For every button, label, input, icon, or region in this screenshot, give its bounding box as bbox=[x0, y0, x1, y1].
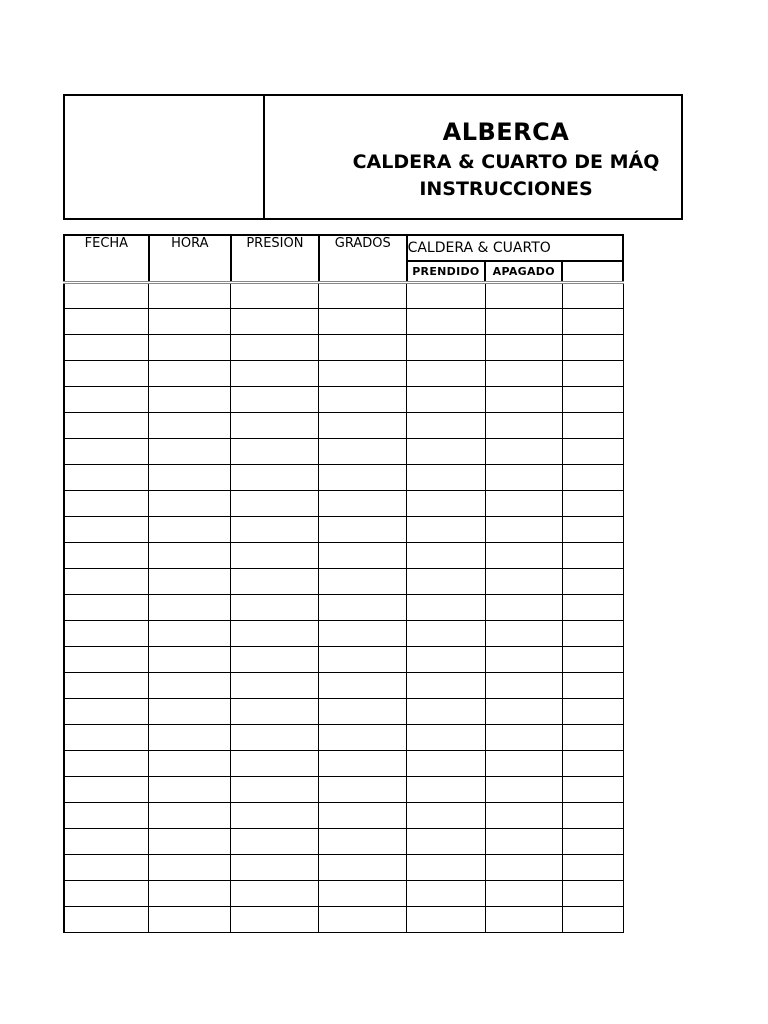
table-cell[interactable] bbox=[407, 542, 486, 568]
table-cell[interactable] bbox=[319, 672, 407, 698]
table-cell[interactable] bbox=[562, 646, 623, 672]
table-cell[interactable] bbox=[407, 750, 486, 776]
table-cell[interactable] bbox=[485, 802, 562, 828]
table-row bbox=[64, 828, 623, 854]
table-row bbox=[64, 854, 623, 880]
table-cell[interactable] bbox=[485, 334, 562, 360]
table-cell[interactable] bbox=[149, 334, 231, 360]
table-cell[interactable] bbox=[231, 412, 319, 438]
table-cell[interactable] bbox=[64, 724, 149, 750]
table-cell[interactable] bbox=[64, 412, 149, 438]
table-row bbox=[64, 698, 623, 724]
table-cell[interactable] bbox=[485, 854, 562, 880]
table-cell[interactable] bbox=[485, 464, 562, 490]
table-cell[interactable] bbox=[149, 802, 231, 828]
table-cell[interactable] bbox=[485, 360, 562, 386]
table-cell[interactable] bbox=[407, 334, 486, 360]
table-cell[interactable] bbox=[231, 490, 319, 516]
table-cell[interactable] bbox=[231, 360, 319, 386]
table-cell[interactable] bbox=[407, 568, 486, 594]
table-cell[interactable] bbox=[562, 906, 623, 932]
table-cell[interactable] bbox=[231, 646, 319, 672]
table-cell[interactable] bbox=[485, 698, 562, 724]
table-cell[interactable] bbox=[562, 880, 623, 906]
table-cell[interactable] bbox=[485, 490, 562, 516]
table-cell[interactable] bbox=[562, 308, 623, 334]
table-cell[interactable] bbox=[407, 698, 486, 724]
table-cell[interactable] bbox=[562, 724, 623, 750]
table-cell[interactable] bbox=[562, 516, 623, 542]
table-cell[interactable] bbox=[319, 360, 407, 386]
table-row bbox=[64, 490, 623, 516]
table-cell[interactable] bbox=[149, 282, 231, 308]
table-cell[interactable] bbox=[231, 698, 319, 724]
table-row bbox=[64, 750, 623, 776]
table-cell[interactable] bbox=[64, 854, 149, 880]
table-cell[interactable] bbox=[485, 620, 562, 646]
table-cell[interactable] bbox=[149, 438, 231, 464]
table-cell[interactable] bbox=[407, 724, 486, 750]
table-cell[interactable] bbox=[562, 828, 623, 854]
table-cell[interactable] bbox=[149, 672, 231, 698]
table-cell[interactable] bbox=[319, 724, 407, 750]
table-cell[interactable] bbox=[562, 802, 623, 828]
table-cell[interactable] bbox=[319, 412, 407, 438]
table-cell[interactable] bbox=[231, 750, 319, 776]
table-row bbox=[64, 802, 623, 828]
table-cell[interactable] bbox=[149, 568, 231, 594]
table-cell[interactable] bbox=[407, 620, 486, 646]
col-header-fecha: FECHA bbox=[64, 235, 149, 282]
table-cell[interactable] bbox=[149, 698, 231, 724]
table-row bbox=[64, 776, 623, 802]
form-header bbox=[63, 94, 683, 220]
table-cell[interactable] bbox=[149, 386, 231, 412]
table-cell[interactable] bbox=[64, 906, 149, 932]
table-cell[interactable] bbox=[149, 412, 231, 438]
table-cell[interactable] bbox=[64, 776, 149, 802]
table-cell[interactable] bbox=[485, 308, 562, 334]
table-cell[interactable] bbox=[562, 360, 623, 386]
table-row bbox=[64, 438, 623, 464]
table-cell[interactable] bbox=[485, 282, 562, 308]
form-instructions: INSTRUCCIONES bbox=[419, 178, 593, 200]
table-cell[interactable] bbox=[319, 750, 407, 776]
table-cell[interactable] bbox=[149, 594, 231, 620]
table-cell[interactable] bbox=[319, 464, 407, 490]
table-cell[interactable] bbox=[407, 646, 486, 672]
table-cell[interactable] bbox=[319, 516, 407, 542]
table-cell[interactable] bbox=[64, 828, 149, 854]
table-cell[interactable] bbox=[231, 594, 319, 620]
table-cell[interactable] bbox=[485, 568, 562, 594]
table-cell[interactable] bbox=[319, 568, 407, 594]
table-cell[interactable] bbox=[149, 516, 231, 542]
table-cell[interactable] bbox=[231, 802, 319, 828]
table-cell[interactable] bbox=[149, 828, 231, 854]
table-cell[interactable] bbox=[562, 698, 623, 724]
log-table bbox=[63, 234, 624, 933]
table-cell[interactable] bbox=[64, 620, 149, 646]
table-cell[interactable] bbox=[64, 880, 149, 906]
table-cell[interactable] bbox=[407, 360, 486, 386]
table-cell[interactable] bbox=[485, 828, 562, 854]
table-cell[interactable] bbox=[231, 438, 319, 464]
table-cell[interactable] bbox=[319, 490, 407, 516]
table-cell[interactable] bbox=[319, 282, 407, 308]
table-cell[interactable] bbox=[485, 386, 562, 412]
table-cell[interactable] bbox=[64, 516, 149, 542]
table-cell[interactable] bbox=[562, 490, 623, 516]
table-cell[interactable] bbox=[562, 594, 623, 620]
table-cell[interactable] bbox=[485, 750, 562, 776]
table-cell[interactable] bbox=[485, 594, 562, 620]
table-cell[interactable] bbox=[149, 542, 231, 568]
table-row bbox=[64, 620, 623, 646]
table-cell[interactable] bbox=[562, 386, 623, 412]
table-cell[interactable] bbox=[562, 776, 623, 802]
table-cell[interactable] bbox=[231, 568, 319, 594]
table-row bbox=[64, 334, 623, 360]
table-cell[interactable] bbox=[231, 308, 319, 334]
table-row bbox=[64, 594, 623, 620]
table-cell[interactable] bbox=[64, 308, 149, 334]
table-row bbox=[64, 360, 623, 386]
table-cell[interactable] bbox=[485, 438, 562, 464]
table-cell[interactable] bbox=[231, 516, 319, 542]
table-cell[interactable] bbox=[319, 542, 407, 568]
table-cell[interactable] bbox=[64, 698, 149, 724]
table-cell[interactable] bbox=[149, 906, 231, 932]
table-cell[interactable] bbox=[485, 776, 562, 802]
table-cell[interactable] bbox=[64, 464, 149, 490]
table-cell[interactable] bbox=[319, 308, 407, 334]
table-cell[interactable] bbox=[231, 724, 319, 750]
table-cell[interactable] bbox=[407, 438, 486, 464]
table-cell[interactable] bbox=[407, 854, 486, 880]
table-cell[interactable] bbox=[64, 490, 149, 516]
table-cell[interactable] bbox=[562, 568, 623, 594]
table-cell[interactable] bbox=[319, 802, 407, 828]
table-row bbox=[64, 308, 623, 334]
table-cell[interactable] bbox=[319, 620, 407, 646]
table-cell[interactable] bbox=[231, 880, 319, 906]
table-row bbox=[64, 464, 623, 490]
table-cell[interactable] bbox=[231, 776, 319, 802]
table-cell[interactable] bbox=[64, 282, 149, 308]
table-cell[interactable] bbox=[64, 672, 149, 698]
table-row bbox=[64, 672, 623, 698]
table-cell[interactable] bbox=[149, 620, 231, 646]
table-cell[interactable] bbox=[562, 438, 623, 464]
table-row bbox=[64, 880, 623, 906]
table-cell[interactable] bbox=[231, 672, 319, 698]
table-cell[interactable] bbox=[319, 854, 407, 880]
table-cell[interactable] bbox=[319, 828, 407, 854]
table-cell[interactable] bbox=[64, 438, 149, 464]
table-cell[interactable] bbox=[407, 672, 486, 698]
table-cell[interactable] bbox=[231, 854, 319, 880]
table-cell[interactable] bbox=[149, 464, 231, 490]
table-cell[interactable] bbox=[562, 282, 623, 308]
table-cell[interactable] bbox=[407, 828, 486, 854]
table-cell[interactable] bbox=[149, 854, 231, 880]
table-cell[interactable] bbox=[407, 776, 486, 802]
table-cell[interactable] bbox=[64, 802, 149, 828]
table-cell[interactable] bbox=[64, 334, 149, 360]
table-row bbox=[64, 646, 623, 672]
table-cell[interactable] bbox=[149, 880, 231, 906]
table-cell[interactable] bbox=[407, 880, 486, 906]
form-title: ALBERCA bbox=[442, 118, 570, 146]
table-cell[interactable] bbox=[407, 490, 486, 516]
table-cell[interactable] bbox=[231, 828, 319, 854]
table-cell[interactable] bbox=[562, 620, 623, 646]
table-cell[interactable] bbox=[319, 438, 407, 464]
table-row bbox=[64, 516, 623, 542]
table-cell[interactable] bbox=[485, 516, 562, 542]
table-cell[interactable] bbox=[149, 308, 231, 334]
table-cell[interactable] bbox=[319, 334, 407, 360]
title-area bbox=[265, 96, 745, 218]
table-cell[interactable] bbox=[485, 412, 562, 438]
table-cell[interactable] bbox=[149, 724, 231, 750]
table-cell[interactable] bbox=[485, 724, 562, 750]
table-cell[interactable] bbox=[407, 906, 486, 932]
table-cell[interactable] bbox=[149, 360, 231, 386]
table-cell[interactable] bbox=[562, 854, 623, 880]
col-header-grados: GRADOS bbox=[319, 235, 407, 282]
table-cell[interactable] bbox=[407, 802, 486, 828]
table-cell[interactable] bbox=[319, 386, 407, 412]
col-header-hora: HORA bbox=[149, 235, 231, 282]
table-cell[interactable] bbox=[231, 386, 319, 412]
table-cell[interactable] bbox=[407, 412, 486, 438]
table-cell[interactable] bbox=[319, 906, 407, 932]
sub-header-blank bbox=[562, 261, 623, 282]
table-cell[interactable] bbox=[485, 906, 562, 932]
table-cell[interactable] bbox=[319, 880, 407, 906]
table-cell[interactable] bbox=[485, 672, 562, 698]
table-cell[interactable] bbox=[319, 698, 407, 724]
table-cell[interactable] bbox=[149, 776, 231, 802]
table-cell[interactable] bbox=[407, 308, 486, 334]
table-row bbox=[64, 542, 623, 568]
table-row bbox=[64, 724, 623, 750]
table-cell[interactable] bbox=[64, 386, 149, 412]
table-cell[interactable] bbox=[407, 282, 486, 308]
table-cell[interactable] bbox=[231, 282, 319, 308]
table-cell[interactable] bbox=[562, 334, 623, 360]
table-cell[interactable] bbox=[64, 568, 149, 594]
table-cell[interactable] bbox=[64, 646, 149, 672]
col-header-presion: PRESIÓN bbox=[231, 235, 319, 282]
table-row bbox=[64, 412, 623, 438]
table-cell[interactable] bbox=[319, 594, 407, 620]
table-row bbox=[64, 386, 623, 412]
table-cell[interactable] bbox=[562, 412, 623, 438]
log-body bbox=[64, 282, 623, 932]
table-cell[interactable] bbox=[64, 750, 149, 776]
table-row bbox=[64, 906, 623, 932]
table-cell[interactable] bbox=[407, 386, 486, 412]
table-cell[interactable] bbox=[64, 542, 149, 568]
table-cell[interactable] bbox=[231, 334, 319, 360]
table-cell[interactable] bbox=[149, 490, 231, 516]
table-cell[interactable] bbox=[231, 542, 319, 568]
table-cell[interactable] bbox=[149, 646, 231, 672]
form-subtitle: CALDERA & CUARTO DE MÁQ bbox=[352, 151, 660, 173]
table-row bbox=[64, 568, 623, 594]
table-cell[interactable] bbox=[231, 464, 319, 490]
table-cell[interactable] bbox=[231, 620, 319, 646]
table-cell[interactable] bbox=[407, 594, 486, 620]
group-header-caldera: CALDERA & CUARTO bbox=[407, 235, 623, 261]
table-cell[interactable] bbox=[485, 542, 562, 568]
table-row bbox=[64, 282, 623, 308]
table-cell[interactable] bbox=[64, 594, 149, 620]
sub-header-apagado: APAGADO bbox=[485, 261, 562, 282]
table-cell[interactable] bbox=[231, 906, 319, 932]
table-cell[interactable] bbox=[562, 750, 623, 776]
table-cell[interactable] bbox=[485, 646, 562, 672]
sub-header-prendido: PRENDIDO bbox=[407, 261, 486, 282]
table-cell[interactable] bbox=[562, 542, 623, 568]
table-cell[interactable] bbox=[149, 750, 231, 776]
table-cell[interactable] bbox=[562, 464, 623, 490]
table-cell[interactable] bbox=[319, 646, 407, 672]
table-cell[interactable] bbox=[319, 776, 407, 802]
table-cell[interactable] bbox=[485, 880, 562, 906]
table-cell[interactable] bbox=[562, 672, 623, 698]
logo-placeholder bbox=[65, 96, 265, 218]
table-cell[interactable] bbox=[64, 360, 149, 386]
table-cell[interactable] bbox=[407, 516, 486, 542]
table-cell[interactable] bbox=[407, 464, 486, 490]
